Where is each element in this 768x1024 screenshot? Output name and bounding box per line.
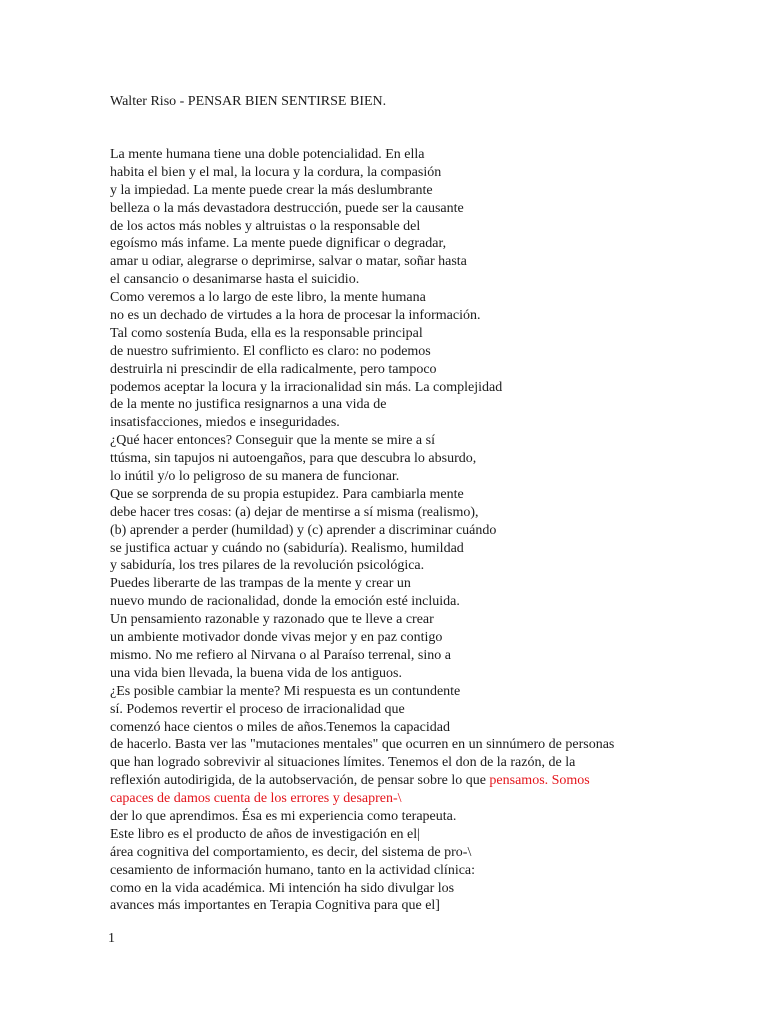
line-text: sí. Podemos revertir el proceso de irracionalidad que	[110, 701, 405, 717]
line-text: que han logrado sobrevivir al situaciones límites. Tenemos el don de la razón, de la	[110, 755, 576, 771]
line-text: nuevo mundo de racionalidad, donde la emoción esté incluida.	[110, 594, 460, 610]
line-text: Este libro es el producto de años de investigación en el|	[110, 826, 420, 842]
text-line	[110, 504, 614, 522]
line-text: el cansancio o desanimarse hasta el suicidio.	[110, 272, 360, 288]
text-line	[110, 200, 614, 218]
text-line	[110, 593, 614, 611]
highlighted-text: capaces de damos cuenta de los errores y desapren-\	[110, 791, 402, 807]
text-line	[110, 647, 614, 665]
text-line	[110, 450, 614, 468]
highlighted-text: pensamos. Somos	[489, 773, 590, 789]
text-line	[110, 575, 614, 593]
line-text: Que se sorprenda de su propia estupidez. Para cambiarla mente	[110, 486, 464, 502]
text-line	[110, 486, 614, 504]
document-body	[110, 146, 614, 915]
line-text: ¿Qué hacer entonces? Conseguir que la mente se mire a sí	[110, 433, 435, 449]
text-line	[110, 862, 614, 880]
text-line	[110, 289, 614, 307]
line-text: Tal como sostenía Buda, ella es la responsable principal	[110, 325, 423, 341]
text-line	[110, 235, 614, 253]
line-text: amar u odiar, alegrarse o deprimirse, salvar o matar, soñar hasta	[110, 254, 467, 270]
text-line	[110, 844, 614, 862]
line-text: insatisfacciones, miedos e inseguridades.	[110, 415, 340, 431]
line-text: der lo que aprendimos. Ésa es mi experiencia como terapeuta.	[110, 808, 457, 824]
line-text: debe hacer tres cosas: (a) dejar de mentirse a sí misma (realismo),	[110, 504, 479, 520]
text-line	[110, 414, 614, 432]
text-line	[110, 629, 614, 647]
text-line	[110, 164, 614, 182]
line-text: comenzó hace cientos o miles de años.Tenemos la capacidad	[110, 719, 450, 735]
text-line	[110, 808, 614, 826]
text-line	[110, 325, 614, 343]
line-text: La mente humana tiene una doble potencialidad. En ella	[110, 147, 425, 162]
line-text: y sabiduría, los tres pilares de la revolución psicológica.	[110, 558, 425, 574]
text-line	[110, 701, 614, 719]
text-line	[110, 683, 614, 701]
line-text: área cognitiva del comportamiento, es decir, del sistema de pro-\	[110, 844, 472, 860]
line-text: habita el bien y el mal, la locura y la cordura, la compasión	[110, 164, 442, 180]
text-line	[110, 897, 614, 915]
line-text: avances más importantes en Terapia Cognitiva para que el]	[110, 898, 440, 914]
document-title: Walter Riso - PENSAR BIEN SENTIRSE BIEN.	[110, 94, 387, 109]
text-line	[110, 379, 614, 397]
text-line	[110, 880, 614, 898]
line-text: (b) aprender a perder (humildad) y (c) aprender a discriminar cuándo	[110, 522, 497, 538]
line-text: de los actos más nobles y altruistas o la responsable del	[110, 218, 421, 234]
text-line	[110, 790, 614, 808]
text-line	[110, 146, 614, 164]
text-line	[110, 307, 614, 325]
text-line	[110, 826, 614, 844]
line-text: egoísmo más infame. La mente puede dignificar o degradar,	[110, 236, 447, 252]
text-line	[110, 522, 614, 540]
page-number: 1	[108, 931, 115, 946]
text-line	[110, 557, 614, 575]
line-text: de hacerlo. Basta ver las "mutaciones mentales" que ocurren en un sinnúmero de personas	[110, 737, 615, 753]
text-line	[110, 772, 614, 790]
line-text: lo inútil y/o lo peligroso de su manera de funcionar.	[110, 469, 400, 485]
text-line	[110, 665, 614, 683]
line-text: un ambiente motivador donde vivas mejor y en paz contigo	[110, 630, 443, 646]
line-text: no es un dechado de virtudes a la hora de procesar la información.	[110, 308, 481, 324]
text-line	[110, 754, 614, 772]
line-text: ttúsma, sin tapujos ni autoengaños, para que descubra lo absurdo,	[110, 451, 477, 467]
line-text: reflexión autodirigida, de la autobservación, de pensar sobre lo que	[110, 773, 490, 789]
text-line	[110, 253, 614, 271]
line-text: y la impiedad. La mente puede crear la más deslumbrante	[110, 182, 433, 198]
line-text: Como veremos a lo largo de este libro, la mente humana	[110, 290, 426, 306]
text-line	[110, 611, 614, 629]
text-line	[110, 218, 614, 236]
text-line	[110, 396, 614, 414]
line-text: de la mente no justifica resignarnos a una vida de	[110, 397, 387, 413]
line-text: destruirla ni prescindir de ella radicalmente, pero tampoco	[110, 361, 437, 377]
text-line	[110, 271, 614, 289]
line-text: una vida bien llevada, la buena vida de los antiguos.	[110, 665, 402, 681]
text-line	[110, 468, 614, 486]
text-line	[110, 182, 614, 200]
text-line	[110, 361, 614, 379]
line-text: se justifica actuar y cuándo no (sabiduría). Realismo, humildad	[110, 540, 464, 556]
line-text: cesamiento de información humano, tanto en la actividad clínica:	[110, 862, 476, 878]
line-text: ¿Es posible cambiar la mente? Mi respuesta es un contundente	[110, 683, 461, 699]
line-text: Un pensamiento razonable y razonado que te lleve a crear	[110, 612, 434, 628]
line-text: podemos aceptar la locura y la irracionalidad sin más. La complejidad	[110, 379, 503, 395]
text-line	[110, 432, 614, 450]
line-text: belleza o la más devastadora destrucción, puede ser la causante	[110, 200, 464, 216]
text-line	[110, 343, 614, 361]
line-text: como en la vida académica. Mi intención ha sido divulgar los	[110, 880, 455, 896]
text-line	[110, 540, 614, 558]
text-line	[110, 736, 614, 754]
text-line	[110, 719, 614, 737]
line-text: Puedes liberarte de las trampas de la mente y crear un	[110, 576, 411, 592]
line-text: de nuestro sufrimiento. El conflicto es claro: no podemos	[110, 343, 431, 359]
line-text: mismo. No me refiero al Nirvana o al Paraíso terrenal, sino a	[110, 647, 451, 663]
